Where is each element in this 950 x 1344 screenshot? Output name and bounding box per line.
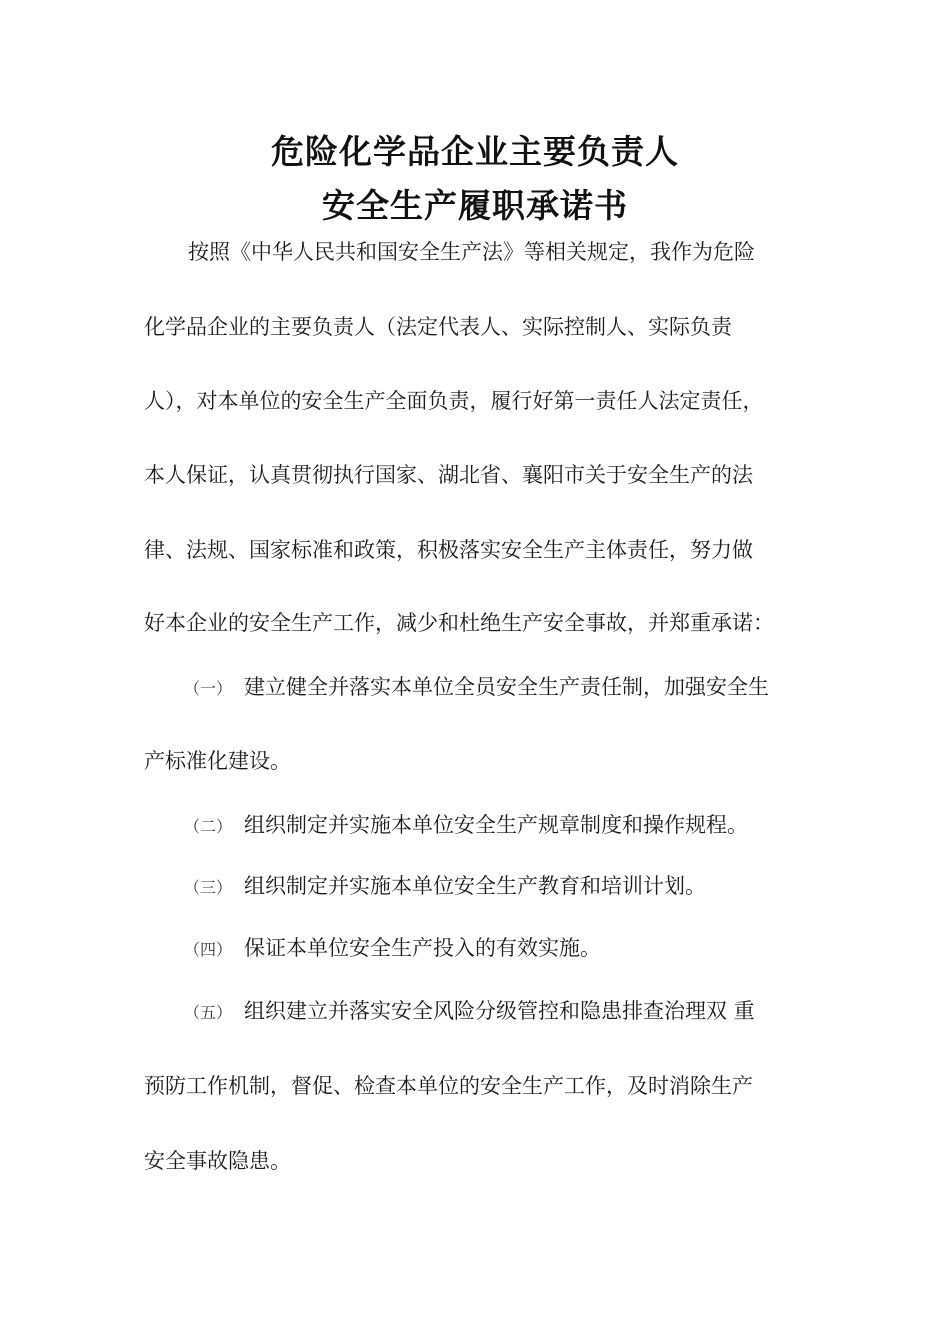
intro-line-6: 好本企业的安全生产工作，减少和杜绝生产安全事故，并郑重承诺： [144, 611, 774, 635]
intro-line-5: 律、法规、国家标准和政策，积极落实安全生产主体责任，努力做 [144, 538, 753, 562]
commitment-item-5 [184, 997, 755, 1027]
commitment-item-4 [184, 934, 601, 964]
item-text: 组织制定并实施本单位安全生产教育和培训计划。 [244, 874, 706, 898]
item-number: （三） [184, 878, 233, 897]
commitment-item-3 [184, 872, 706, 902]
item-5-continuation-1: 预防工作机制，督促、检查本单位的安全生产工作，及时消除生产 [144, 1074, 753, 1098]
item-text: 建立健全并落实本单位全员安全生产责任制，加强安全生 [244, 675, 769, 699]
item-number: （五） [184, 1003, 233, 1022]
intro-line-2: 化学品企业的主要负责人（法定代表人、实际控制人、实际负责 [144, 315, 732, 339]
commitment-item-1 [184, 673, 769, 703]
item-text: 保证本单位安全生产投入的有效实施。 [244, 936, 601, 960]
document-title-line-1: 危险化学品企业主要负责人 [271, 132, 679, 171]
intro-line-1: 按照《中华人民共和国安全生产法》等相关规定，我作为危险 [188, 240, 755, 264]
intro-line-4: 本人保证，认真贯彻执行国家、湖北省、襄阳市关于安全生产的法 [144, 463, 753, 487]
item-1-continuation-1: 产标准化建设。 [144, 749, 291, 773]
item-text: 组织制定并实施本单位安全生产规章制度和操作规程。 [244, 813, 748, 837]
item-number: （一） [184, 679, 233, 698]
intro-line-3: 人），对本单位的安全生产全面负责，履行好第一责任人法定责任， [144, 389, 764, 413]
commitment-item-2 [184, 811, 748, 841]
item-5-continuation-2: 安全事故隐患。 [144, 1149, 291, 1173]
item-number: （二） [184, 817, 233, 836]
item-number: （四） [184, 940, 233, 959]
item-text: 组织建立并落实安全风险分级管控和隐患排查治理双 重 [244, 999, 755, 1023]
document-title-line-2: 安全生产履职承诺书 [322, 186, 628, 225]
